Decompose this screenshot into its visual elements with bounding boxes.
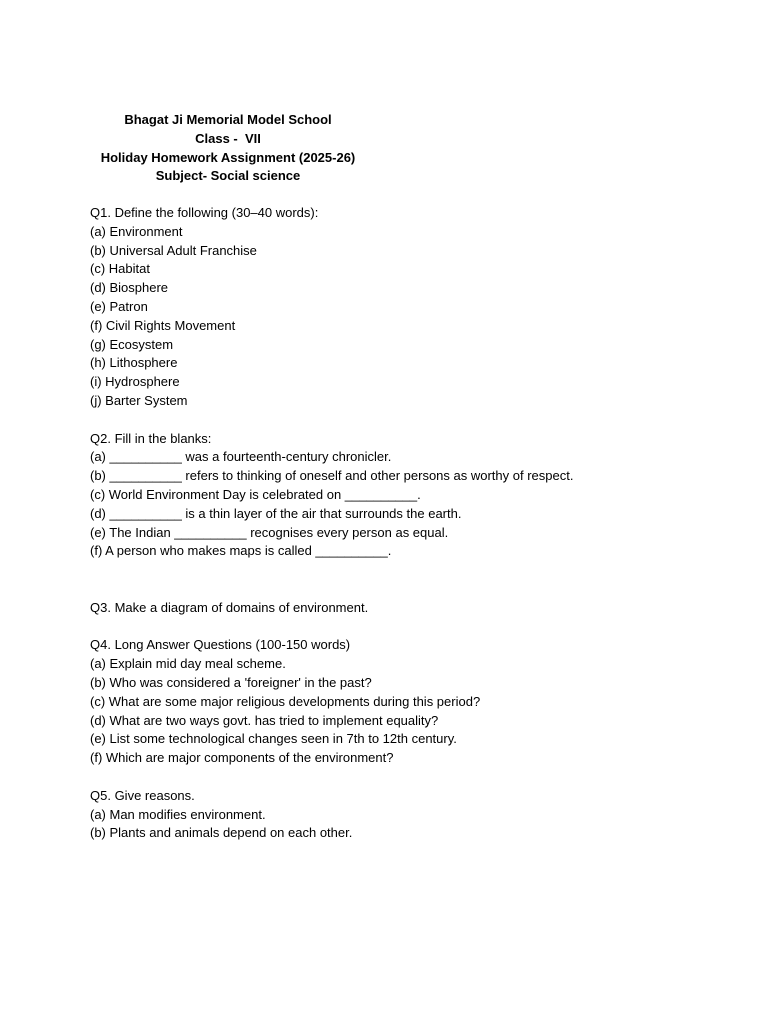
question-2-item: (b) __________ refers to thinking of oneself and other persons as worthy of respect. (90, 468, 574, 484)
question-2 (90, 430, 750, 562)
question-4-item: (e) List some technological changes seen in 7th to 12th century. (90, 731, 457, 747)
spacer (90, 411, 750, 430)
question-4-item: (f) Which are major components of the environment? (90, 750, 394, 766)
question-5-item: (b) Plants and animals depend on each other. (90, 825, 353, 841)
question-1-item: (c) Habitat (90, 261, 150, 277)
question-1-item: (d) Biosphere (90, 280, 169, 296)
question-2-item: (f) A person who makes maps is called __________. (90, 543, 392, 559)
question-1 (90, 204, 750, 411)
assignment-title: Holiday Homework Assignment (2025-26) (100, 149, 356, 165)
question-2-item: (a) __________ was a fourteenth-century chronicler. (90, 449, 392, 465)
question-1-item: (i) Hydrosphere (90, 374, 180, 390)
question-2-item: (d) __________ is a thin layer of the air that surrounds the earth. (90, 505, 462, 521)
question-5 (90, 787, 750, 843)
question-1-item: (e) Patron (90, 298, 148, 314)
subject-label: Subject- Social science (155, 168, 301, 184)
question-1-item: (h) Lithosphere (90, 355, 178, 371)
question-1-item: (f) Civil Rights Movement (90, 317, 236, 333)
question-1-item: (g) Ecosystem (90, 336, 174, 352)
question-2-item: (c) World Environment Day is celebrated on __________. (90, 486, 421, 502)
question-3-title: Q3. Make a diagram of domains of environment. (90, 599, 369, 615)
question-4-item: (a) Explain mid day meal scheme. (90, 656, 286, 672)
question-2-title: Q2. Fill in the blanks: (90, 430, 212, 446)
spacer (90, 561, 750, 599)
question-1-item: (b) Universal Adult Franchise (90, 242, 257, 258)
question-4-item: (c) What are some major religious developments during this period? (90, 693, 481, 709)
spacer (90, 618, 750, 637)
question-4-item: (b) Who was considered a 'foreigner' in the past? (90, 674, 372, 690)
question-4-item: (d) What are two ways govt. has tried to implement equality? (90, 712, 439, 728)
question-5-item: (a) Man modifies environment. (90, 806, 266, 822)
question-2-item: (e) The Indian __________ recognises every person as equal. (90, 524, 449, 540)
question-4-title: Q4. Long Answer Questions (100-150 words) (90, 637, 351, 653)
spacer (90, 768, 750, 787)
question-1-item: (j) Barter System (90, 392, 188, 408)
question-1-item: (a) Environment (90, 223, 183, 239)
question-5-title: Q5. Give reasons. (90, 787, 195, 803)
school-name: Bhagat Ji Memorial Model School (124, 112, 332, 127)
question-3 (90, 599, 750, 618)
class-label: Class - VII (195, 130, 261, 146)
document-header (90, 111, 366, 186)
document-body (90, 204, 750, 843)
question-1-title: Q1. Define the following (30–40 words): (90, 205, 319, 220)
question-4 (90, 636, 750, 768)
